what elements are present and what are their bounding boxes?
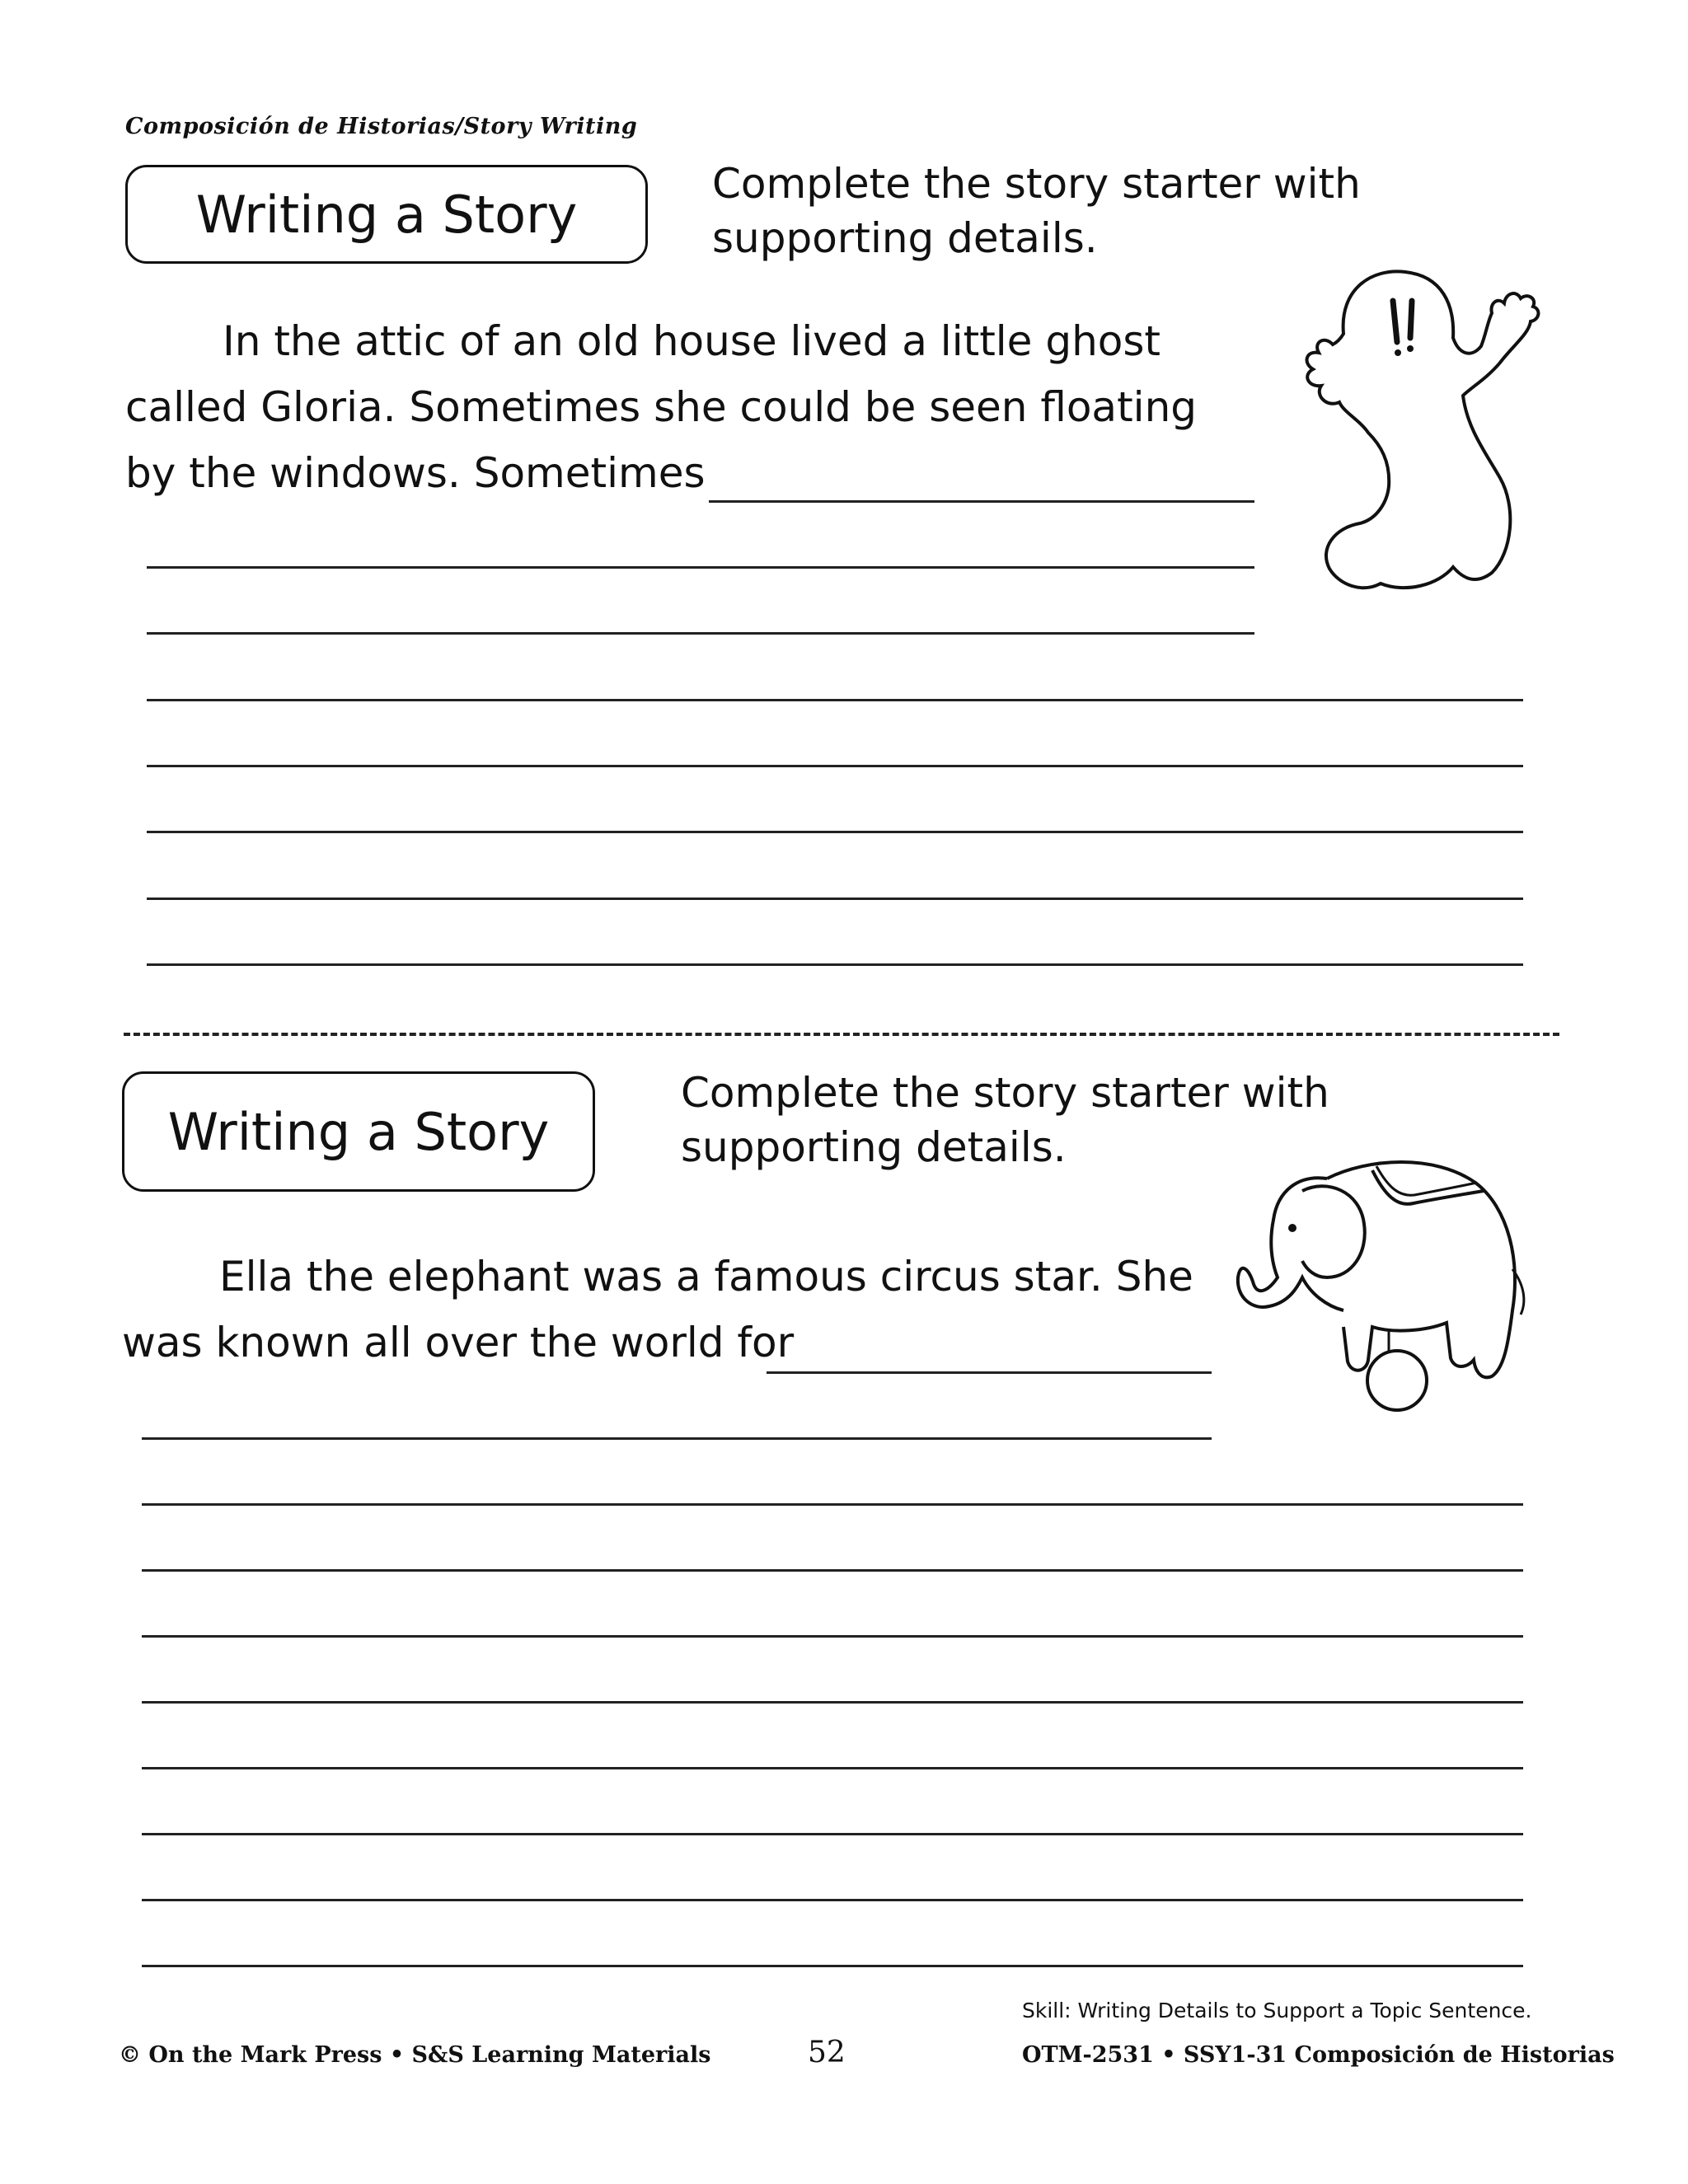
section-2-answer-line[interactable]	[142, 1833, 1523, 1835]
section-1-answer-line[interactable]	[709, 500, 1254, 503]
elephant-icon	[1220, 1146, 1541, 1426]
section-1-answer-line[interactable]	[147, 699, 1523, 701]
page-header-label: Composición de Historias/Story Writing	[125, 114, 638, 139]
section-1-story-line-1: In the attic of an old house lived a little ghost	[223, 317, 1161, 365]
section-1-answer-line[interactable]	[147, 963, 1523, 966]
section-2-answer-line[interactable]	[142, 1635, 1523, 1638]
section-2-answer-line[interactable]	[142, 1767, 1523, 1769]
section-1-title-box	[125, 165, 648, 264]
section-1-answer-line[interactable]	[147, 632, 1254, 635]
section-2-answer-line[interactable]	[142, 1437, 1212, 1440]
section-1-answer-line[interactable]	[147, 831, 1523, 833]
section-2-title-box	[122, 1071, 595, 1192]
section-1-story-line-2: called Gloria. Sometimes she could be seen floating	[125, 383, 1197, 431]
section-2-answer-line[interactable]	[142, 1701, 1523, 1704]
section-2-answer-line[interactable]	[142, 1569, 1523, 1572]
section-1-instruction: Complete the story starter with supporting details.	[712, 160, 1361, 262]
section-2-title: Writing a Story	[167, 1101, 550, 1162]
section-1-answer-line[interactable]	[147, 765, 1523, 767]
page-number: 52	[808, 2036, 846, 2069]
section-1-title: Writing a Story	[195, 184, 578, 245]
section-2-answer-line[interactable]	[142, 1503, 1523, 1506]
section-1-answer-line[interactable]	[147, 898, 1523, 900]
section-2-answer-line[interactable]	[142, 1899, 1523, 1901]
section-2-story-line-2: was known all over the world for	[122, 1319, 795, 1366]
section-2-story-line-1: Ella the elephant was a famous circus star. She	[219, 1253, 1193, 1301]
skill-note: Skill: Writing Details to Support a Topic Sentence.	[1022, 1999, 1532, 2022]
section-1-answer-line[interactable]	[147, 566, 1254, 569]
catalog-text: OTM-2531 • SSY1-31 Composición de Historias	[1022, 2042, 1615, 2068]
section-2-answer-line[interactable]	[142, 1965, 1523, 1967]
section-2-answer-line[interactable]	[767, 1371, 1212, 1374]
section-1-story-line-3: by the windows. Sometimes	[125, 449, 706, 497]
section-2-instruction: Complete the story starter with supporting details.	[681, 1069, 1329, 1171]
ghost-icon	[1265, 255, 1545, 602]
section-divider	[124, 1033, 1559, 1036]
copyright-text: © On the Mark Press • S&S Learning Materials	[119, 2042, 711, 2068]
